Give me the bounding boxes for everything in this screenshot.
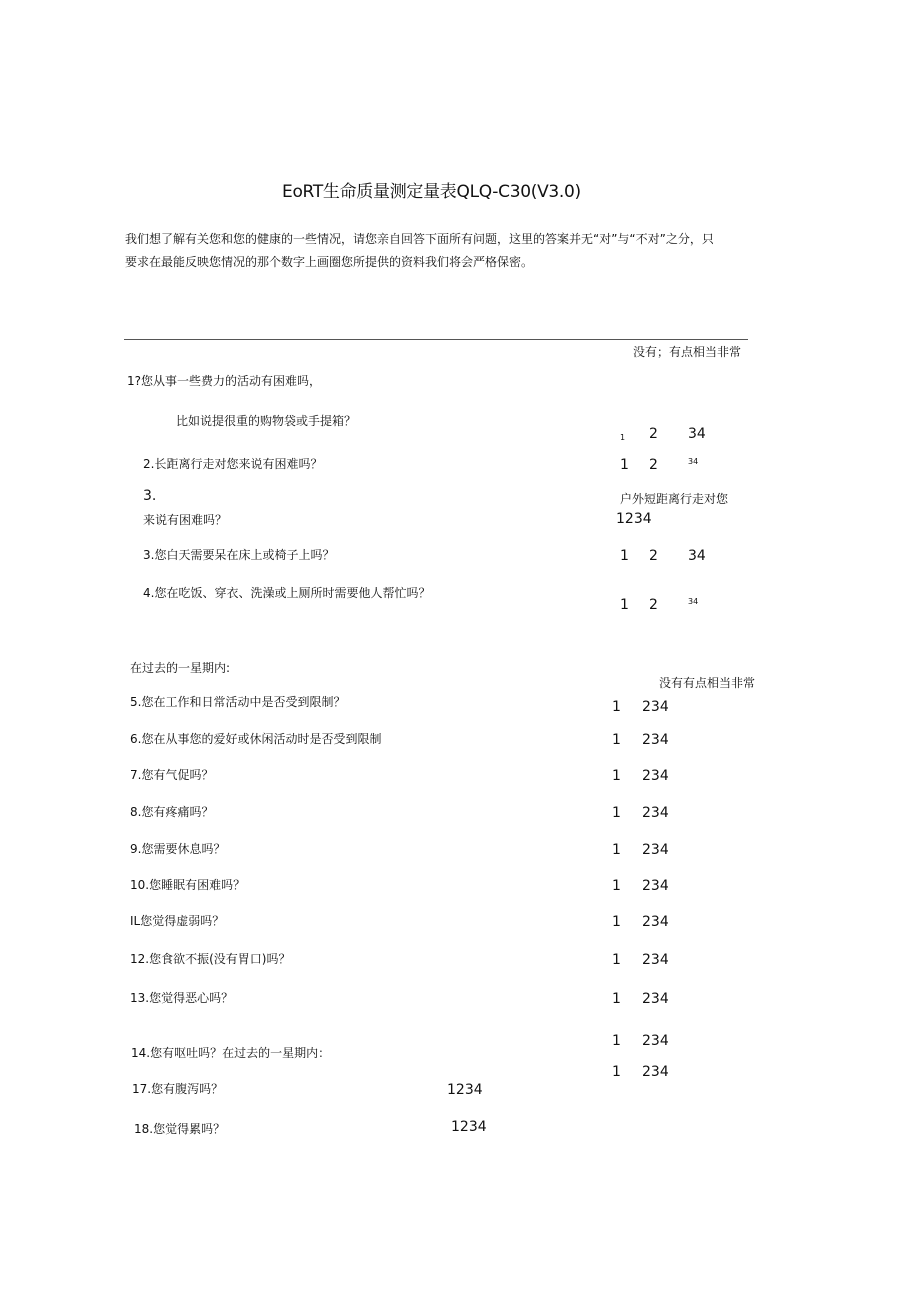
question-text: 8.您有疼痛吗？ xyxy=(130,805,214,819)
page-title: EoRT生命质量测定量表QLQ-C30(V3.0) xyxy=(282,182,581,202)
score-option[interactable]: 1234 xyxy=(616,511,652,527)
intro-line-1: 我们想了解有关您和您的健康的一些情况，请您亲自回答下面所有问题，这里的答案并无“对”与“不对”之分，只 xyxy=(125,232,714,246)
question-18: 18.您觉得累吗？ xyxy=(134,1122,226,1136)
score-option[interactable]: 234 xyxy=(642,1033,669,1049)
question-3b: 3.您白天需要呆在床上或椅子上吗？ xyxy=(143,548,335,562)
score-option[interactable]: 1 xyxy=(612,878,621,894)
score-option[interactable]: 1 xyxy=(620,457,629,473)
score-option[interactable]: 2 xyxy=(649,597,658,613)
question-text: 12.您食欲不振(没有胃口)吗？ xyxy=(130,952,291,966)
score-option[interactable]: 1 xyxy=(612,732,621,748)
score-option[interactable]: 1234 xyxy=(451,1119,487,1135)
question-text: 13.您觉得恶心吗？ xyxy=(130,991,234,1005)
question-3-text: 来说有困难吗？ xyxy=(143,513,228,527)
score-option[interactable]: 1 xyxy=(612,805,621,821)
score-option[interactable]: 34 xyxy=(688,548,706,564)
score-option[interactable]: 1 xyxy=(612,1064,621,1080)
score-option[interactable]: 1234 xyxy=(447,1082,483,1098)
question-1-line-2: 比如说提很重的购物袋或手提箱？ xyxy=(176,414,357,428)
question-14: 14.您有呕吐吗？在过去的一星期内： xyxy=(131,1046,331,1060)
question-3-number: 3. xyxy=(143,488,157,504)
score-option[interactable]: 34 xyxy=(688,597,699,606)
scale-header-2: 没有有点相当非常 xyxy=(659,676,756,690)
score-option[interactable]: 234 xyxy=(642,991,669,1007)
score-option[interactable]: 234 xyxy=(642,732,669,748)
score-option[interactable]: 234 xyxy=(642,768,669,784)
question-3-text-right: 户外短距离行走对您 xyxy=(620,492,729,506)
score-option[interactable]: 234 xyxy=(642,842,669,858)
score-option[interactable]: 1 xyxy=(620,597,629,613)
score-option[interactable]: 1 xyxy=(612,1033,621,1049)
score-option[interactable]: 34 xyxy=(688,457,699,466)
score-option[interactable]: 1 xyxy=(612,699,621,715)
score-option[interactable]: 1 xyxy=(612,914,621,930)
question-text: IL您觉得虚弱吗？ xyxy=(130,914,225,928)
scale-header-1: 没有；有点相当非常 xyxy=(633,345,742,359)
question-text: 9.您需要休息吗？ xyxy=(130,842,226,856)
score-option[interactable]: 1 xyxy=(612,991,621,1007)
score-option[interactable]: 234 xyxy=(642,914,669,930)
score-option[interactable]: 234 xyxy=(642,878,669,894)
score-option[interactable]: 1 xyxy=(612,768,621,784)
score-option[interactable]: 1 xyxy=(612,952,621,968)
question-17: 17.您有腹泻吗？ xyxy=(132,1082,224,1096)
score-option[interactable]: 2 xyxy=(649,548,658,564)
score-option[interactable]: 1 xyxy=(620,433,626,442)
question-text: 5.您在工作和日常活动中是否受到限制？ xyxy=(130,695,346,709)
score-option[interactable]: 234 xyxy=(642,805,669,821)
score-option[interactable]: 1 xyxy=(612,842,621,858)
question-text: 10.您睡眠有困难吗？ xyxy=(130,878,246,892)
section-2-intro: 在过去的一星期内: xyxy=(130,661,231,675)
score-option[interactable]: 2 xyxy=(649,426,658,442)
score-option[interactable]: 2 xyxy=(649,457,658,473)
question-text: 7.您有气促吗？ xyxy=(130,768,214,782)
intro-line-2: 要求在最能反映您情况的那个数字上画圈您所提供的资料我们将会严格保密。 xyxy=(125,255,534,269)
question-text: 6.您在从事您的爱好或休闲活动时是否受到限制 xyxy=(130,732,382,746)
score-option[interactable]: 234 xyxy=(642,1064,669,1080)
score-option[interactable]: 234 xyxy=(642,699,669,715)
question-1-line-1: 1?您从事一些费力的活动有困难吗， xyxy=(127,374,322,388)
question-2: 2.长距离行走对您来说有困难吗？ xyxy=(143,457,323,471)
score-option[interactable]: 34 xyxy=(688,426,706,442)
score-option[interactable]: 234 xyxy=(642,952,669,968)
score-option[interactable]: 1 xyxy=(620,548,629,564)
question-4: 4.您在吃饭、穿衣、洗澡或上厕所时需要他人帮忙吗？ xyxy=(143,586,431,600)
divider xyxy=(124,339,748,340)
